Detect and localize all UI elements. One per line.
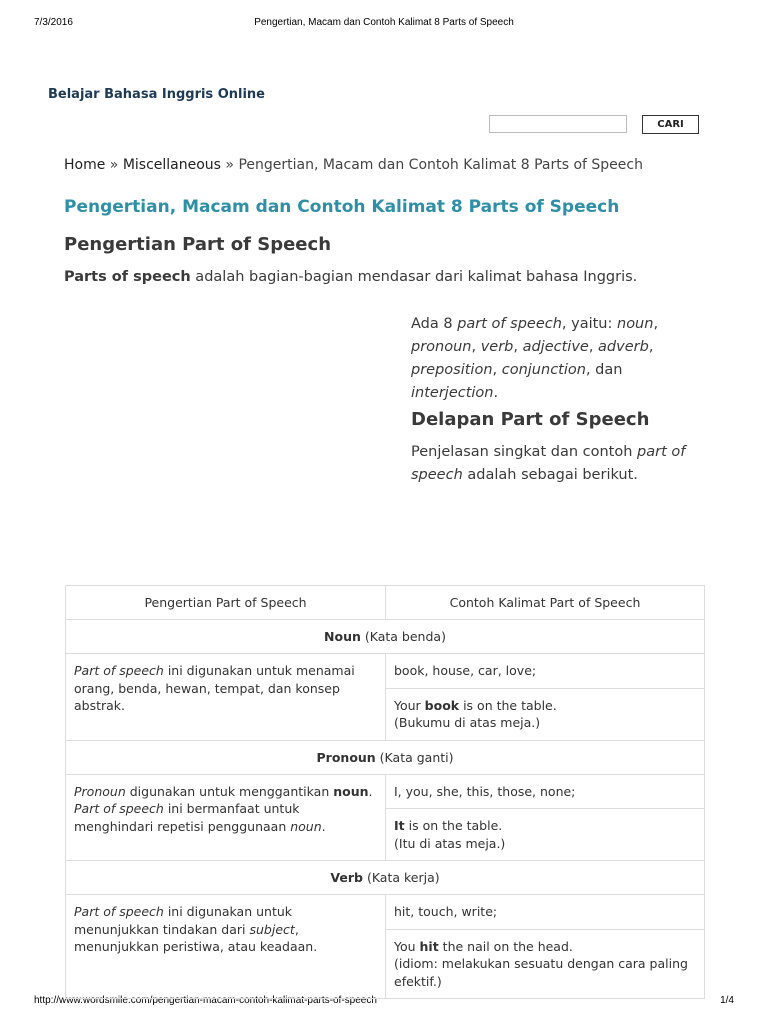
heading-pengertian: Pengertian Part of Speech xyxy=(64,234,332,255)
text: is on the table. xyxy=(459,697,557,713)
category-cell xyxy=(66,861,705,895)
category-cell xyxy=(66,620,705,654)
example-cell xyxy=(386,929,705,999)
text: adalah sebagai berikut. xyxy=(462,467,638,483)
highlight: It xyxy=(394,818,405,833)
desc-paragraph xyxy=(411,441,711,487)
search-input[interactable] xyxy=(489,115,627,133)
text: , xyxy=(588,339,599,355)
term: interjection xyxy=(411,385,494,401)
breadcrumb-separator: » xyxy=(220,157,239,173)
intro-paragraph xyxy=(64,266,724,289)
table-row xyxy=(66,774,705,809)
text: ini digunakan untuk menamai orang, benda, hewan, tempat, dan konsep abstrak. xyxy=(74,663,355,713)
table-row xyxy=(66,895,705,930)
category-name: Noun xyxy=(324,629,361,644)
search-button[interactable]: CARI xyxy=(642,115,699,134)
parts-of-speech-table xyxy=(65,585,705,999)
text: the nail on the head. xyxy=(438,938,573,954)
breadcrumb xyxy=(64,157,643,173)
intro-text: adalah bagian-bagian mendasar dari kalimat bahasa Inggris. xyxy=(190,269,638,285)
text: ini bermanfaat untuk menghindari repetisi penggunaan xyxy=(74,801,300,834)
column-header-example: Contoh Kalimat Part of Speech xyxy=(386,586,705,620)
text: , xyxy=(471,339,481,355)
definition-cell xyxy=(66,895,386,999)
term: part of speech xyxy=(457,316,562,332)
category-row-pronoun xyxy=(66,740,705,774)
translation: (Bukumu di atas meja.) xyxy=(394,715,541,730)
text: , dan xyxy=(585,362,623,378)
term: pronoun xyxy=(411,339,472,355)
term: Part of speech xyxy=(74,801,164,816)
text: Ada 8 xyxy=(411,316,458,332)
term: Part of speech xyxy=(74,904,164,919)
category-name: Verb xyxy=(330,870,363,885)
text: , xyxy=(492,362,502,378)
text: , yaitu: xyxy=(561,316,617,332)
print-page-title: Pengertian, Macam dan Contoh Kalimat 8 Parts of Speech xyxy=(254,17,514,28)
text: , menunjukkan peristiwa, atau keadaan. xyxy=(74,921,318,954)
example-cell: I, you, she, this, those, none; xyxy=(386,774,705,809)
term: conjunction xyxy=(501,362,586,378)
list-paragraph xyxy=(411,313,711,405)
text: . xyxy=(368,783,373,799)
text: is on the table. xyxy=(404,818,503,833)
example-cell: hit, touch, write; xyxy=(386,895,705,930)
term: Part of speech xyxy=(74,663,164,678)
breadcrumb-home-link[interactable]: Home xyxy=(64,157,106,173)
text: . xyxy=(493,385,499,401)
text: , xyxy=(513,339,523,355)
category-gloss: (Kata ganti) xyxy=(375,749,454,765)
term: noun xyxy=(290,818,322,834)
text: ini digunakan untuk menunjukkan tindakan dari xyxy=(74,904,293,937)
text: digunakan untuk menggantikan xyxy=(125,783,334,799)
category-gloss: (Kata benda) xyxy=(360,629,446,644)
intro-bold: Parts of speech xyxy=(64,269,191,285)
table-header-row xyxy=(66,586,705,620)
term: verb xyxy=(480,339,514,355)
article-title: Pengertian, Macam dan Contoh Kalimat 8 Parts of Speech xyxy=(64,197,620,217)
category-row-verb xyxy=(66,861,705,895)
category-cell xyxy=(66,740,705,774)
table-row xyxy=(66,654,705,689)
term: noun xyxy=(617,316,654,332)
term: adjective xyxy=(522,339,589,355)
category-gloss: (Kata kerja) xyxy=(362,870,440,885)
translation: (idiom: melakukan sesuatu dengan cara paling efektif.) xyxy=(394,956,688,989)
text: , xyxy=(653,316,659,332)
highlight: noun xyxy=(333,783,369,799)
definition-cell xyxy=(66,774,386,861)
term: part of speech xyxy=(411,444,686,483)
text: . xyxy=(321,818,326,834)
highlight: hit xyxy=(419,938,439,954)
column-header-definition: Pengertian Part of Speech xyxy=(66,586,386,620)
example-cell xyxy=(386,809,705,861)
heading-delapan: Delapan Part of Speech xyxy=(411,409,650,430)
site-title-link[interactable]: Belajar Bahasa Inggris Online xyxy=(48,87,265,102)
term: Pronoun xyxy=(74,783,126,799)
term: adverb xyxy=(598,339,649,355)
text: You xyxy=(394,938,420,954)
translation: (Itu di atas meja.) xyxy=(394,835,506,851)
text: , xyxy=(648,339,654,355)
breadcrumb-separator: » xyxy=(105,157,123,173)
breadcrumb-current: Pengertian, Macam dan Contoh Kalimat 8 Parts of Speech xyxy=(238,157,643,173)
term: preposition xyxy=(411,362,493,378)
text: Penjelasan singkat dan contoh xyxy=(411,444,638,460)
term: subject xyxy=(249,921,295,937)
category-name: Pronoun xyxy=(316,749,376,765)
definition-cell xyxy=(66,654,386,741)
breadcrumb-category-link[interactable]: Miscellaneous xyxy=(122,157,221,173)
highlight: book xyxy=(424,697,460,713)
print-date: 7/3/2016 xyxy=(34,17,73,28)
print-url: http://www.wordsmile.com/pengertian-macam-contoh-kalimat-parts-of-speech xyxy=(34,995,377,1006)
example-cell: book, house, car, love; xyxy=(386,654,705,689)
example-cell xyxy=(386,688,705,740)
category-row-noun xyxy=(66,620,705,654)
print-page-number: 1/4 xyxy=(720,995,734,1006)
text: Your xyxy=(394,697,425,713)
